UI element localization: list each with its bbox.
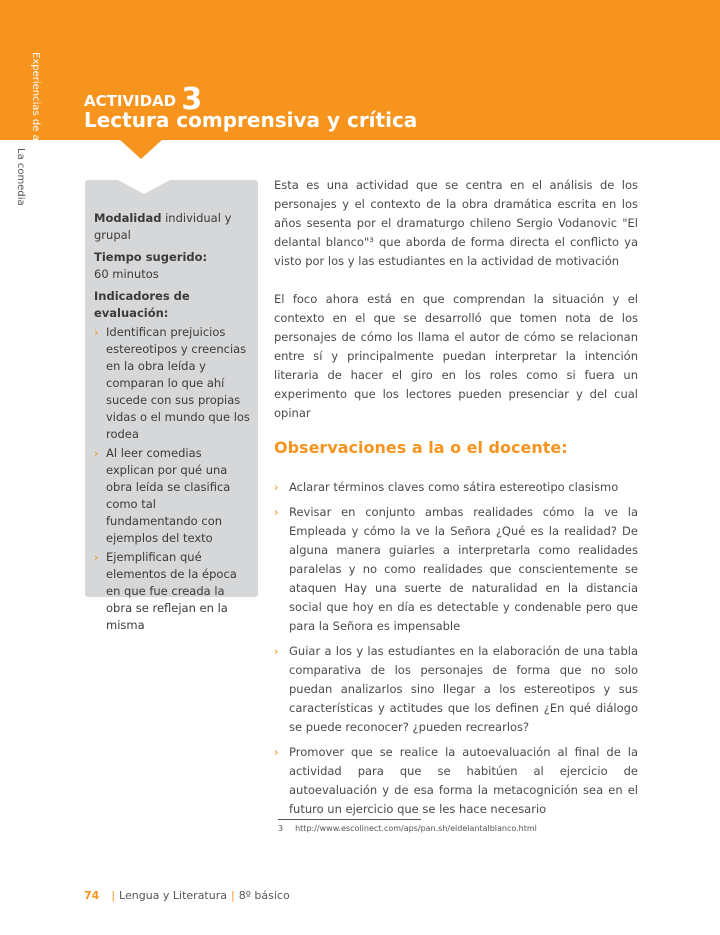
observations-list: [274, 478, 638, 825]
grade: 8º básico: [238, 889, 290, 902]
list-item: › Ejemplifican qué elementos de la época en que fue creada la obra se reflejan en la misma: [94, 549, 250, 634]
footnote-number: 3: [278, 824, 284, 833]
main-text: [274, 176, 638, 442]
indicadores-label: Indicadores de evaluación:: [94, 289, 190, 320]
box-notch: [118, 180, 170, 194]
page-number: 74: [84, 889, 100, 902]
separator: |: [230, 889, 235, 902]
modalidad-label: Modalidad: [94, 211, 162, 225]
activity-label: ACTIVIDAD: [84, 92, 177, 110]
page-title: Lectura comprensiva y crítica: [84, 108, 418, 132]
list-item: › Guiar a los y las estudiantes en la elaboración de una tabla comparativa de los personajes de forma que no solo puedan analizarlos sino llegar a los estereotipos y sus características y actitudes que los definen ¿En qué diálogo se puede reconocer? ¿pueden recrearlos?: [274, 642, 638, 737]
footnote-link[interactable]: http://www.escolinect.com/aps/pan.sh/eldelantalblanco.html: [295, 824, 537, 833]
page-footer: [84, 889, 290, 902]
paragraph: El foco ahora está en que comprendan la situación y el contexto en el que se desarrolló que tomen nota de los personajes de cómo los llama el autor de cómo se relacionan entre sí y principalmente puedan interpretar la intención literaria de hacer el giro en los roles como si fuera un experimento que los lectores pueden presenciar y del cual opinar: [274, 292, 638, 420]
modalidad-value: individual y grupal: [94, 211, 232, 242]
list-item: › Revisar en conjunto ambas realidades cómo la ve la Empleada y cómo la ve la Señora ¿Qué es la realidad? De alguna manera guiarles a interpretarla como realidades paralelas y no como realidades que conscientemente se ataquen Hay una suerte de naturalidad en la distancia social que hoy en día es detectable y condenable pero que para la Señora es impensable: [274, 503, 638, 636]
tiempo: [94, 249, 250, 283]
subject: Lengua y Literatura: [119, 889, 227, 902]
footnote: [278, 824, 549, 833]
list-item: › Al leer comedias explican por qué una obra leída se clasifica como tal fundamentando con ejemplos del texto: [94, 445, 250, 547]
activity-number: 3: [181, 82, 203, 117]
paragraph: Esta es una actividad que se centra en el análisis de los personajes y el contexto de la obra dramática escrita en los años sesenta por el dramaturgo chileno Sergio Vodanovic "El delantal blanco"³ que aborda de forma directa el conflicto ya visto por los y las estudiantes en la actividad de motivación: [274, 178, 638, 268]
list-item: › Aclarar términos claves como sátira estereotipo clasismo: [274, 478, 638, 497]
indicadores-list: [94, 324, 250, 634]
list-item: › Promover que se realice la autoevaluación al final de la actividad para que se habitúen al ejercicio de autoevaluación y de esa forma la metacognición sea en el futuro un ejercicio que se les hace necesario: [274, 743, 638, 819]
tiempo-label: Tiempo sugerido:: [94, 250, 208, 264]
info-box: [85, 180, 258, 632]
unit-label: La comedia: [15, 148, 26, 206]
tiempo-value: 60 minutos: [94, 267, 159, 281]
separator: |: [111, 889, 116, 902]
modalidad: [94, 210, 250, 244]
section-label: Experiencias de aprendizaje: [30, 52, 41, 193]
observations-title: Observaciones a la o el docente:: [274, 438, 568, 457]
footnote-divider: [278, 819, 421, 820]
header-notch: [119, 139, 163, 159]
list-item: › Identifican prejuicios estereotipos y creencias en la obra leída y comparan lo que ahí sucede con sus propias vidas o el mundo que los rodea: [94, 324, 250, 443]
